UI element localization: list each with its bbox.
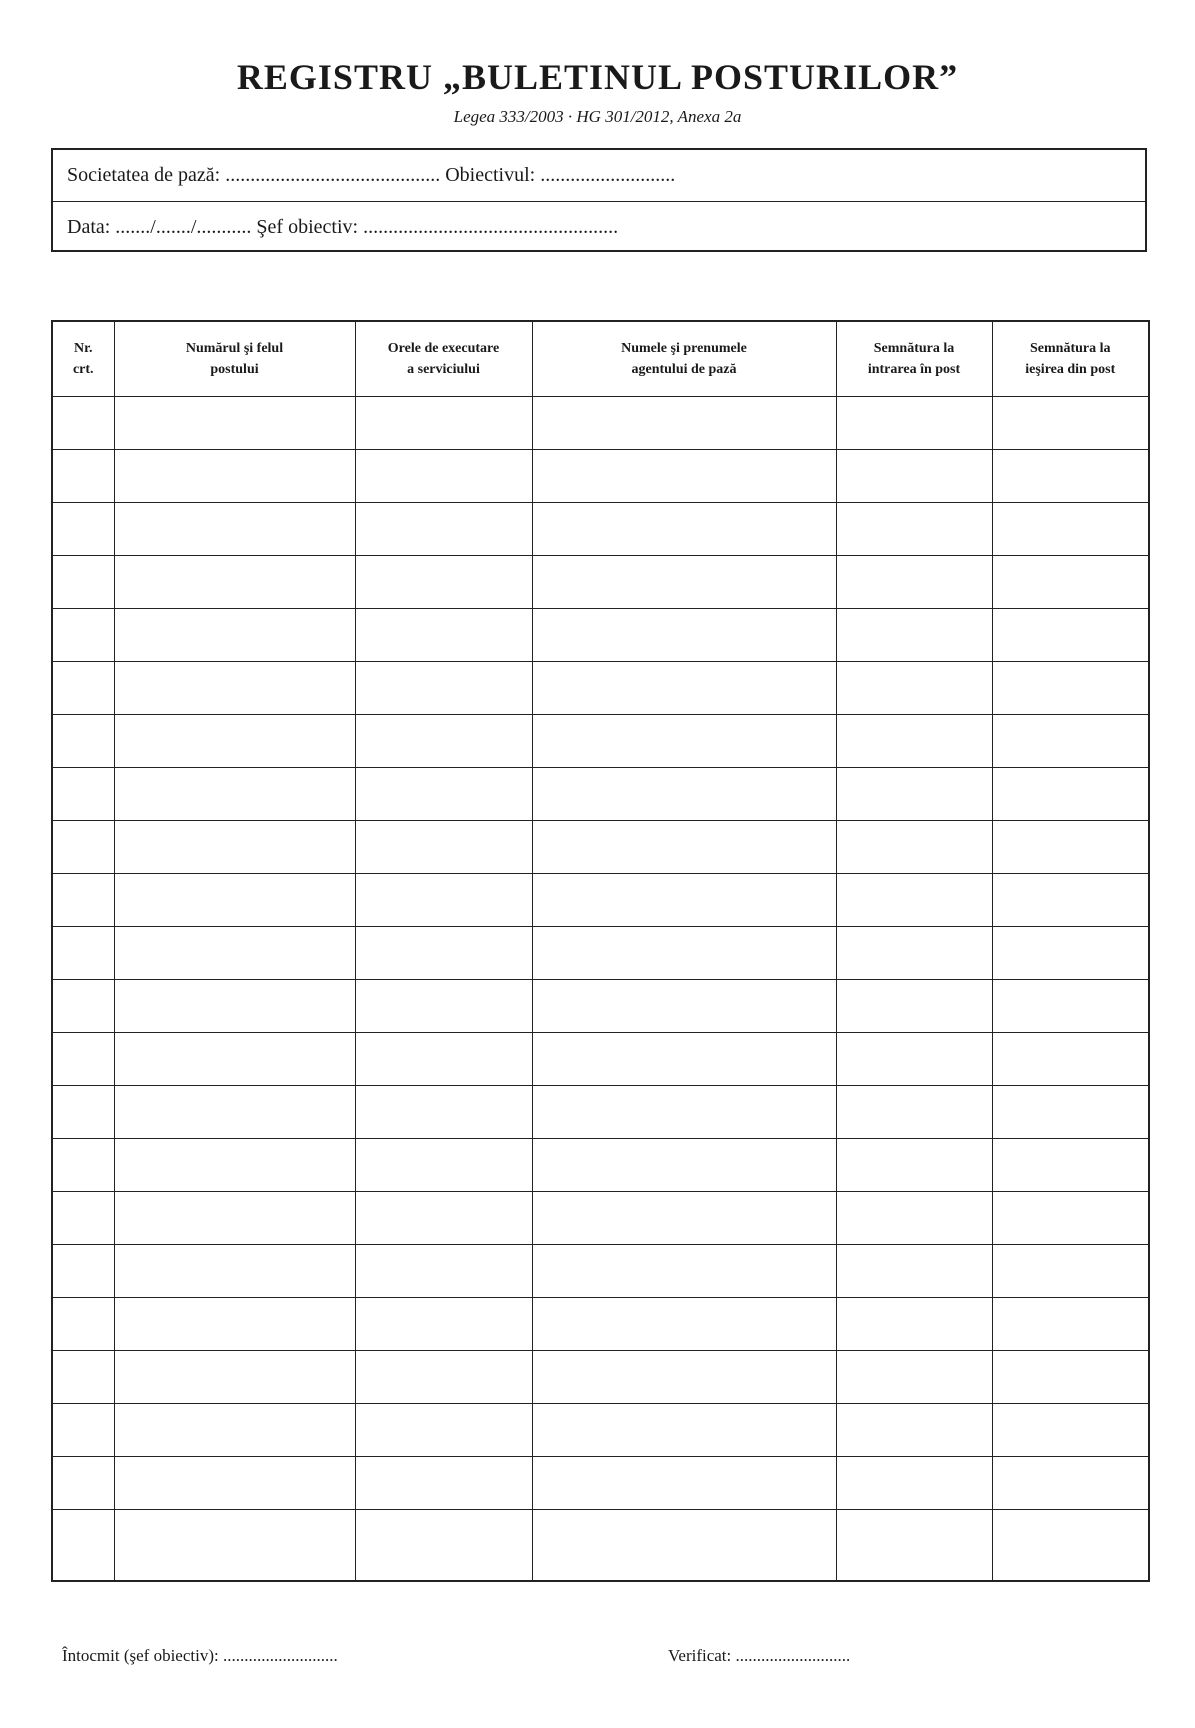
table-cell: [532, 715, 836, 768]
table-cell: [114, 1510, 355, 1582]
header-signature-in: Semnătura la intrarea în post: [836, 321, 992, 397]
table-cell: [114, 556, 355, 609]
table-cell: [52, 1404, 114, 1457]
table-cell: [355, 609, 532, 662]
table-cell: [114, 980, 355, 1033]
table-row: [52, 927, 1149, 980]
table-row: [52, 715, 1149, 768]
table-row: [52, 1510, 1149, 1582]
table-cell: [532, 927, 836, 980]
table-cell: [114, 609, 355, 662]
table-cell: [52, 1033, 114, 1086]
table-cell: [836, 1192, 992, 1245]
table-cell: [836, 1510, 992, 1582]
table-cell: [355, 715, 532, 768]
table-cell: [52, 1351, 114, 1404]
table-cell: [355, 768, 532, 821]
table-cell: [355, 821, 532, 874]
table-cell: [114, 927, 355, 980]
table-cell: [355, 1510, 532, 1582]
table-cell: [836, 715, 992, 768]
table-cell: [355, 556, 532, 609]
info-box: [51, 148, 1147, 252]
footer-prepared-by: Întocmit (şef obiectiv): ...........................: [62, 1646, 338, 1665]
table-cell: [992, 1139, 1149, 1192]
info-row-company: [53, 150, 1145, 201]
table-cell: [992, 821, 1149, 874]
table-cell: [532, 1033, 836, 1086]
table-cell: [114, 1033, 355, 1086]
table-cell: [355, 503, 532, 556]
table-cell: [992, 1192, 1149, 1245]
table-cell: [992, 1086, 1149, 1139]
table-cell: [992, 980, 1149, 1033]
table-row: [52, 768, 1149, 821]
table-cell: [52, 556, 114, 609]
table-cell: [992, 1510, 1149, 1582]
table-header-row: [52, 321, 1149, 397]
header-nr-crt: Nr. crt.: [52, 321, 114, 397]
table-cell: [992, 1457, 1149, 1510]
table-cell: [114, 450, 355, 503]
table-cell: [114, 1457, 355, 1510]
table-cell: [992, 609, 1149, 662]
table-cell: [992, 1351, 1149, 1404]
table-cell: [532, 503, 836, 556]
table-row: [52, 1298, 1149, 1351]
table-cell: [992, 1404, 1149, 1457]
table-cell: [52, 1298, 114, 1351]
table-cell: [836, 609, 992, 662]
header-signature-out: Semnătura la ieşirea din post: [992, 321, 1149, 397]
table-row: [52, 1192, 1149, 1245]
table-cell: [52, 980, 114, 1033]
table-row: [52, 556, 1149, 609]
table-cell: [114, 1139, 355, 1192]
table-cell: [992, 927, 1149, 980]
table-cell: [355, 1192, 532, 1245]
table-cell: [836, 1351, 992, 1404]
table-cell: [532, 1298, 836, 1351]
table-row: [52, 1086, 1149, 1139]
table-cell: [52, 1510, 114, 1582]
table-cell: [114, 821, 355, 874]
table-cell: [52, 1086, 114, 1139]
table-cell: [114, 397, 355, 450]
table-cell: [532, 980, 836, 1033]
table-row: [52, 609, 1149, 662]
table-row: [52, 1245, 1149, 1298]
table-cell: [355, 1298, 532, 1351]
table-cell: [114, 503, 355, 556]
table-cell: [992, 768, 1149, 821]
table-cell: [532, 556, 836, 609]
table-cell: [532, 768, 836, 821]
table-cell: [114, 715, 355, 768]
table-cell: [355, 874, 532, 927]
table-cell: [836, 1457, 992, 1510]
table-row: [52, 1351, 1149, 1404]
table-cell: [532, 1404, 836, 1457]
table-cell: [52, 1245, 114, 1298]
table-cell: [992, 874, 1149, 927]
table-cell: [532, 1457, 836, 1510]
table-cell: [992, 556, 1149, 609]
table-cell: [836, 503, 992, 556]
table-cell: [532, 1139, 836, 1192]
table-cell: [992, 503, 1149, 556]
table-cell: [52, 1192, 114, 1245]
table-cell: [52, 821, 114, 874]
table-cell: [836, 768, 992, 821]
table-cell: [836, 556, 992, 609]
table-cell: [114, 1404, 355, 1457]
table-cell: [532, 1245, 836, 1298]
table-cell: [52, 397, 114, 450]
table-cell: [52, 503, 114, 556]
table-cell: [532, 874, 836, 927]
table-cell: [992, 1245, 1149, 1298]
table-cell: [52, 450, 114, 503]
table-row: [52, 450, 1149, 503]
table-cell: [355, 1245, 532, 1298]
info-row-date-text: Data: ......./......./........... Şef obiectiv: ...................................................: [67, 215, 619, 238]
table-cell: [52, 874, 114, 927]
table-cell: [836, 874, 992, 927]
table-cell: [52, 715, 114, 768]
table-cell: [836, 1139, 992, 1192]
table-cell: [992, 397, 1149, 450]
table-cell: [52, 609, 114, 662]
table-cell: [532, 821, 836, 874]
table-cell: [992, 1298, 1149, 1351]
table-cell: [355, 1139, 532, 1192]
table-cell: [52, 1457, 114, 1510]
table-cell: [836, 1033, 992, 1086]
table-cell: [355, 927, 532, 980]
table-cell: [355, 1404, 532, 1457]
table-row: [52, 1457, 1149, 1510]
table-cell: [355, 1457, 532, 1510]
table-row: [52, 662, 1149, 715]
table-cell: [114, 662, 355, 715]
table-row: [52, 1033, 1149, 1086]
table-cell: [532, 1351, 836, 1404]
register-table: [51, 320, 1150, 1582]
table-cell: [114, 1298, 355, 1351]
table-cell: [52, 768, 114, 821]
table-cell: [836, 980, 992, 1033]
table-cell: [836, 927, 992, 980]
table-cell: [992, 1033, 1149, 1086]
table-row: [52, 821, 1149, 874]
table-cell: [532, 662, 836, 715]
table-cell: [992, 662, 1149, 715]
page-subtitle: Legea 333/2003 · HG 301/2012, Anexa 2a: [453, 107, 742, 126]
table-cell: [836, 662, 992, 715]
table-cell: [355, 980, 532, 1033]
table-cell: [114, 1351, 355, 1404]
table-row: [52, 980, 1149, 1033]
table-row: [52, 1139, 1149, 1192]
header-post-number: Numărul şi felul postului: [114, 321, 355, 397]
table-cell: [114, 1086, 355, 1139]
table-cell: [992, 450, 1149, 503]
page-title: REGISTRU „BULETINUL POSTURILOR”: [236, 57, 959, 97]
table-cell: [532, 1086, 836, 1139]
header-agent-name: Numele şi prenumele agentului de pază: [532, 321, 836, 397]
table-cell: [836, 397, 992, 450]
table-cell: [355, 1033, 532, 1086]
table-cell: [355, 1086, 532, 1139]
table-cell: [836, 1298, 992, 1351]
table-cell: [355, 1351, 532, 1404]
table-cell: [114, 1245, 355, 1298]
info-row-company-text: Societatea de pază: ........................................... Obiectivul: ...........................: [67, 164, 676, 186]
info-row-date: [53, 201, 1145, 252]
table-body: [52, 397, 1149, 1582]
table-cell: [532, 609, 836, 662]
table-cell: [52, 927, 114, 980]
table-cell: [836, 450, 992, 503]
table-cell: [355, 662, 532, 715]
table-cell: [836, 1404, 992, 1457]
table-cell: [52, 662, 114, 715]
table-cell: [355, 450, 532, 503]
table-cell: [355, 397, 532, 450]
table-row: [52, 397, 1149, 450]
table-cell: [836, 1086, 992, 1139]
table-cell: [114, 1192, 355, 1245]
table-cell: [836, 1245, 992, 1298]
footer-verified-by: Verificat: ...........................: [668, 1646, 851, 1665]
table-cell: [532, 450, 836, 503]
table-row: [52, 503, 1149, 556]
table-cell: [52, 1139, 114, 1192]
table-cell: [836, 821, 992, 874]
table-cell: [114, 768, 355, 821]
table-cell: [532, 397, 836, 450]
table-cell: [114, 874, 355, 927]
table-row: [52, 1404, 1149, 1457]
header-service-hours: Orele de executare a serviciului: [355, 321, 532, 397]
table-cell: [992, 715, 1149, 768]
table-row: [52, 874, 1149, 927]
table-cell: [532, 1192, 836, 1245]
table-cell: [532, 1510, 836, 1582]
